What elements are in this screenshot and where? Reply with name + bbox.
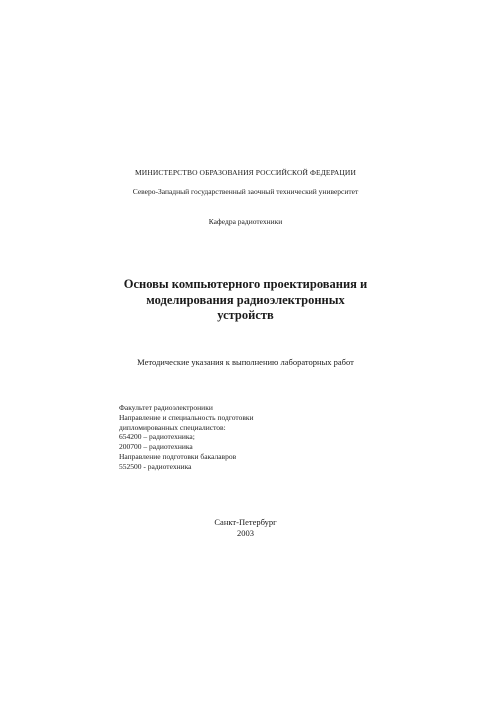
details-line: Факультет радиоэлектроники — [119, 403, 213, 412]
document-subtitle: Методические указания к выполнению лабораторных работ — [137, 357, 354, 367]
details-line: 552500 - радиотехника — [119, 461, 192, 471]
details-line: Направление подготовки бакалавров — [119, 451, 237, 461]
ministry-heading: МИНИСТЕРСТВО ОБРАЗОВАНИЯ РОССИЙСКОЙ ФЕДЕРАЦИИ — [135, 168, 356, 177]
details-line: 654200 – радиотехника; — [119, 432, 195, 442]
document-title — [0, 277, 491, 324]
university-name: Северо-Западный государственный заочный технический университет — [132, 187, 359, 196]
imprint — [0, 517, 491, 539]
faculty-details — [119, 403, 254, 472]
title-line: Основы компьютерного проектирования и — [123, 277, 368, 291]
city-name: Санкт-Петербург — [214, 517, 277, 527]
department-name: Кафедра радиотехники — [208, 217, 283, 226]
details-line: 200700 – радиотехника — [119, 442, 193, 452]
details-line: Направление и специальность подготовки — [119, 412, 254, 422]
publication-year: 2003 — [237, 528, 254, 538]
details-line: дипломированных специалистов: — [119, 422, 226, 432]
title-line: устройств — [217, 308, 274, 322]
title-line: моделирования радиоэлектронных — [146, 292, 345, 307]
